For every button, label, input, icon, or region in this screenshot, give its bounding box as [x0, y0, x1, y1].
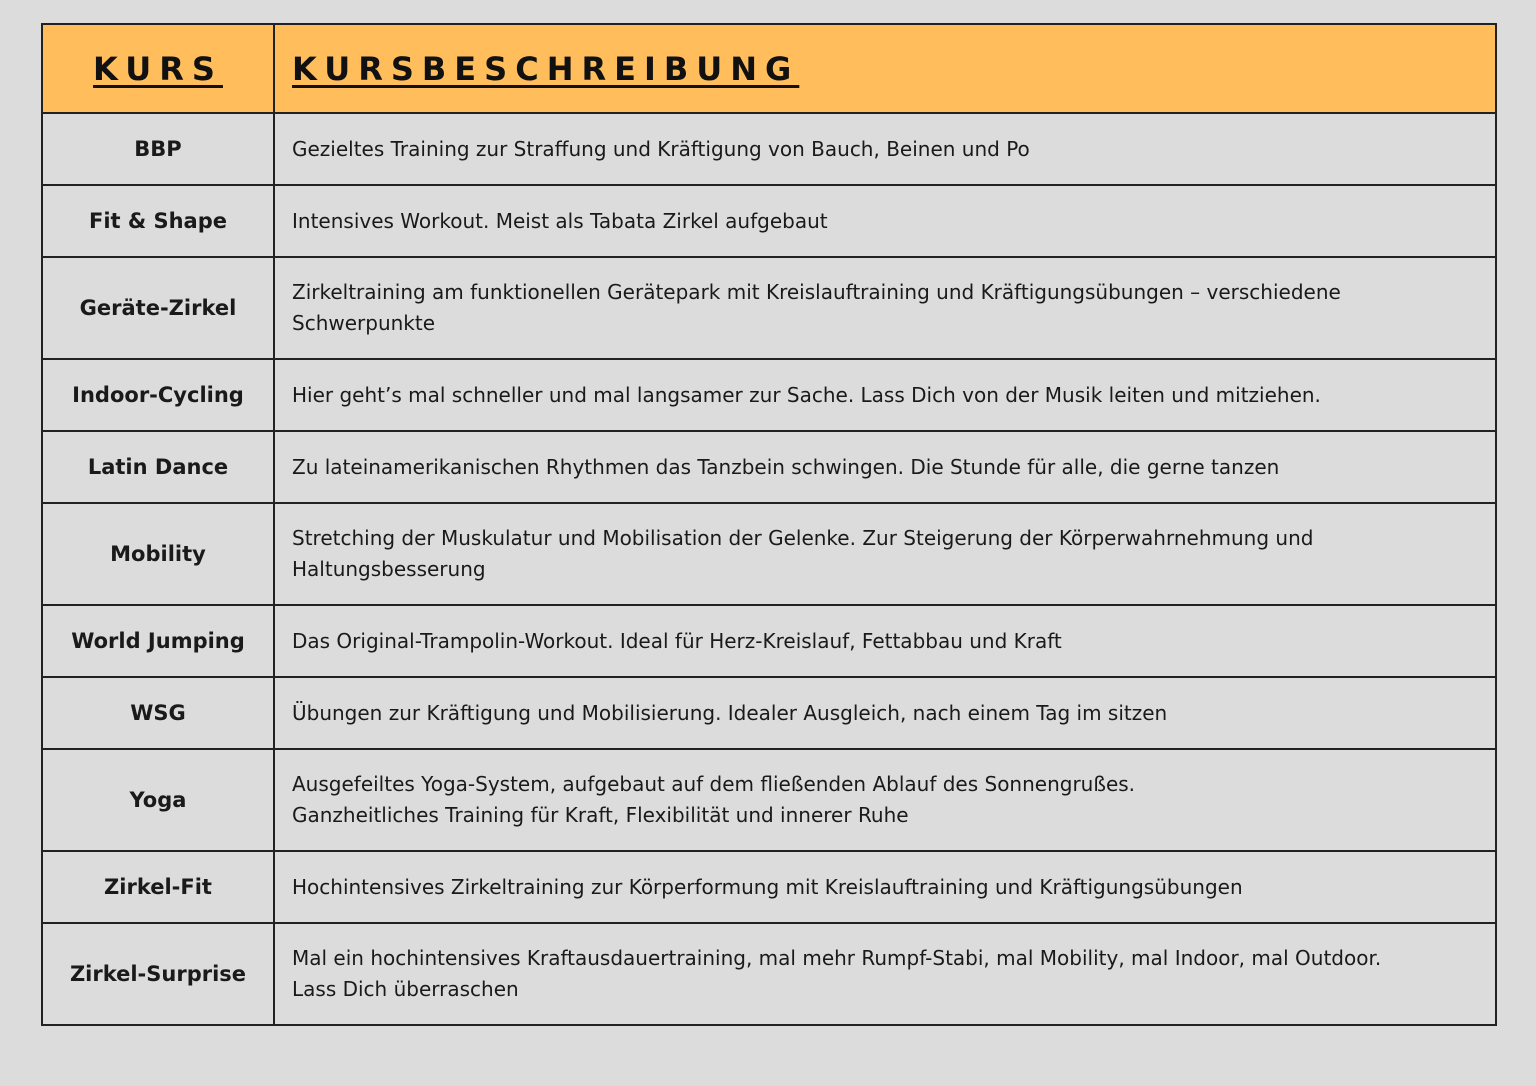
table-row [42, 851, 1496, 923]
course-description: Stretching der Muskulatur und Mobilisation der Gelenke. Zur Steigerung der Körperwahrnehmung und Haltungsbesserung [274, 503, 1496, 605]
course-description: Mal ein hochintensives Kraftausdauertraining, mal mehr Rumpf-Stabi, mal Mobility, mal Indoor, mal Outdoor. Lass Dich überraschen [274, 923, 1496, 1025]
table-row [42, 923, 1496, 1025]
course-description: Übungen zur Kräftigung und Mobilisierung. Idealer Ausgleich, nach einem Tag im sitzen [274, 677, 1496, 749]
course-name: Latin Dance [42, 431, 274, 503]
header-kursbeschreibung: KURSBESCHREIBUNG [274, 24, 1496, 113]
table-row [42, 431, 1496, 503]
course-name: WSG [42, 677, 274, 749]
table-row [42, 359, 1496, 431]
table-row [42, 257, 1496, 359]
table-row [42, 605, 1496, 677]
course-name: Yoga [42, 749, 274, 851]
table-header-row [42, 24, 1496, 113]
course-description: Zirkeltraining am funktionellen Gerätepark mit Kreislauftraining und Kräftigungsübungen – verschiedene Schwerpunkte [274, 257, 1496, 359]
course-description: Ausgefeiltes Yoga-System, aufgebaut auf dem fließenden Ablauf des Sonnengrußes. Ganzheitliches Training für Kraft, Flexibilität und innerer Ruhe [274, 749, 1496, 851]
course-description: Hochintensives Zirkeltraining zur Körperformung mit Kreislauftraining und Kräftigungsübungen [274, 851, 1496, 923]
course-name: Fit & Shape [42, 185, 274, 257]
course-table-container [41, 23, 1495, 1026]
course-table [41, 23, 1497, 1026]
course-name: Zirkel-Surprise [42, 923, 274, 1025]
course-name: Mobility [42, 503, 274, 605]
course-name: Zirkel-Fit [42, 851, 274, 923]
course-name: World Jumping [42, 605, 274, 677]
table-row [42, 185, 1496, 257]
course-description: Hier geht’s mal schneller und mal langsamer zur Sache. Lass Dich von der Musik leiten und mitziehen. [274, 359, 1496, 431]
table-row [42, 749, 1496, 851]
course-name: Indoor-Cycling [42, 359, 274, 431]
course-description: Gezieltes Training zur Straffung und Kräftigung von Bauch, Beinen und Po [274, 113, 1496, 185]
course-description: Intensives Workout. Meist als Tabata Zirkel aufgebaut [274, 185, 1496, 257]
course-description: Zu lateinamerikanischen Rhythmen das Tanzbein schwingen. Die Stunde für alle, die gerne tanzen [274, 431, 1496, 503]
table-row [42, 677, 1496, 749]
course-name: Geräte-Zirkel [42, 257, 274, 359]
header-kurs: KURS [42, 24, 274, 113]
table-row [42, 113, 1496, 185]
course-description: Das Original-Trampolin-Workout. Ideal für Herz-Kreislauf, Fettabbau und Kraft [274, 605, 1496, 677]
table-row [42, 503, 1496, 605]
course-name: BBP [42, 113, 274, 185]
